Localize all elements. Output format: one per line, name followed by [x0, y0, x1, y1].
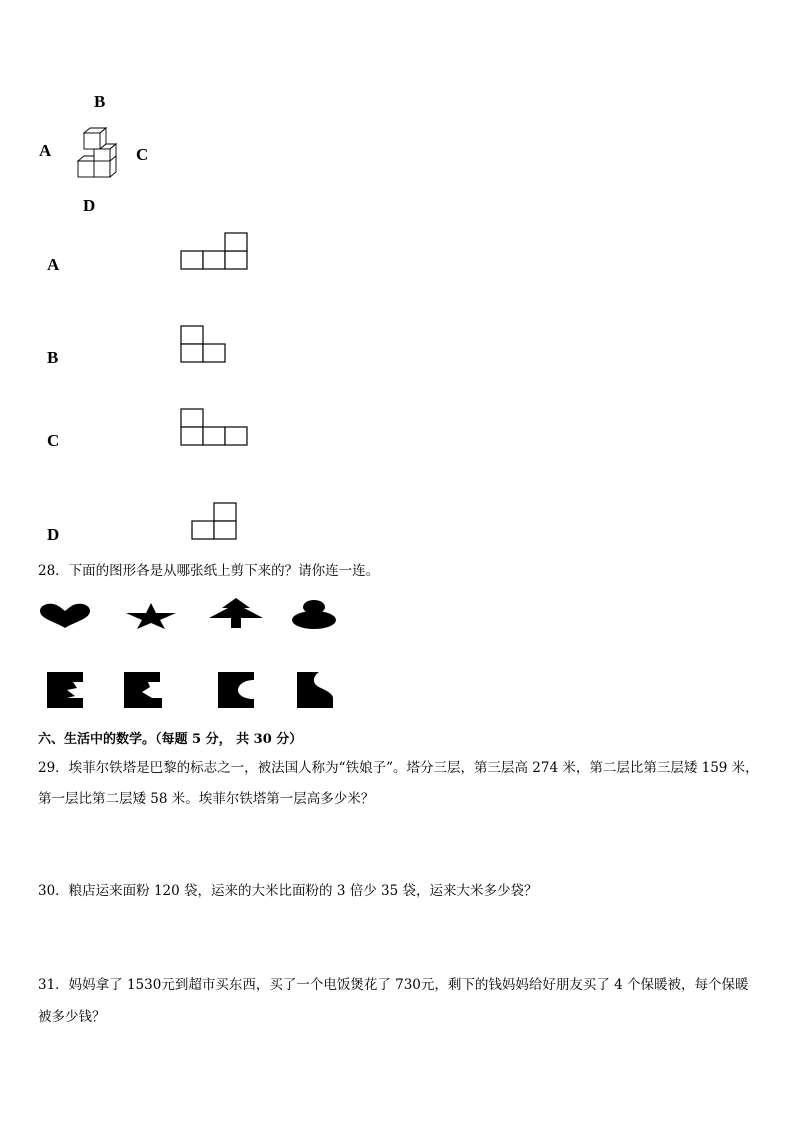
view-label-top: B	[94, 92, 106, 111]
option-b-grid	[180, 325, 230, 365]
heart-icon[interactable]	[38, 602, 92, 628]
paper-cut-4[interactable]	[297, 672, 337, 710]
paper-cut-3[interactable]	[218, 672, 258, 710]
option-a-grid	[180, 232, 250, 272]
paper-cut-2[interactable]	[124, 672, 164, 710]
mushroom-icon[interactable]	[290, 600, 338, 630]
question-30: 30．粮店运来面粉 120 袋，运来的大米比面粉的 3 倍少 35 袋，运来大米多少袋？	[38, 883, 538, 899]
option-a-label[interactable]: A	[47, 255, 60, 274]
view-label-bottom: D	[83, 196, 96, 215]
star-icon[interactable]	[125, 602, 177, 630]
cube-stack-figure	[72, 127, 120, 179]
question-31-line-2: 被多少钱？	[38, 1009, 106, 1025]
question-29-line-2: 第一层比第二层矮 58 米。埃菲尔铁塔第一层高多少米？	[38, 791, 375, 807]
paper-cut-1[interactable]	[47, 672, 85, 710]
question-29-line-1: 29．埃菲尔铁塔是巴黎的标志之一，被法国人称为“铁娘子”。塔分三层，第三层高 274 米，第二层比第三层矮 159 米，	[38, 760, 759, 776]
view-label-right: C	[136, 145, 149, 164]
question-28: 28．下面的图形各是从哪张纸上剪下来的？请你连一连。	[38, 563, 380, 579]
tree-icon[interactable]	[208, 598, 264, 628]
view-label-left: A	[39, 141, 52, 160]
section-6-title: 六、生活中的数学。（每题 5 分， 共 30 分）	[38, 732, 303, 747]
question-31-line-1: 31．妈妈拿了 1530元到超市买东西，买了一个电饭煲花了 730元，剩下的钱妈妈给好朋友买了 4 个保暖被，每个保暖	[38, 977, 749, 993]
option-c-label[interactable]: C	[47, 431, 60, 450]
option-d-label[interactable]: D	[47, 525, 60, 544]
option-b-label[interactable]: B	[47, 348, 59, 367]
option-c-grid	[180, 408, 252, 448]
option-d-grid	[191, 502, 241, 542]
